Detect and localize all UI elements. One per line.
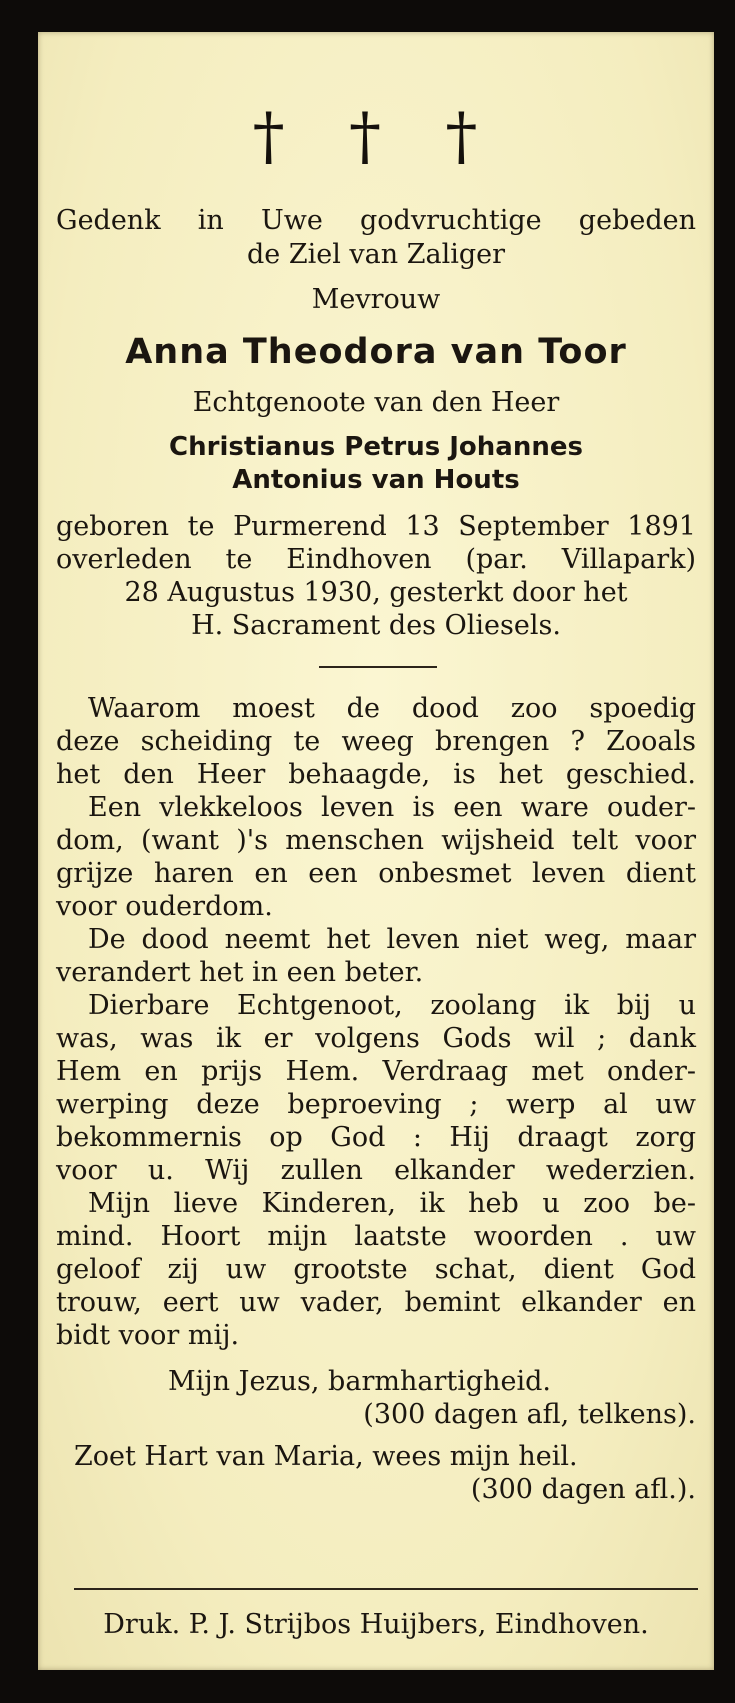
text-line: mind. Hoort mijn laatste woorden . uw: [56, 1221, 696, 1252]
text-line: voor ouderdom.: [56, 891, 273, 922]
text-line: bekommernis op God : Hij draagt zorg: [56, 1122, 696, 1153]
text-line: geloof zij uw grootste schat, dient God: [56, 1254, 696, 1285]
prayer-1: Mijn Jezus, barmhartigheid.: [168, 1366, 551, 1397]
divider-long: [74, 1588, 698, 1590]
bio-line-2: overleden te Eindhoven (par. Villapark): [56, 544, 696, 575]
prayer-2: Zoet Hart van Maria, wees mijn heil.: [74, 1441, 578, 1472]
husband-name-1: Christianus Petrus Johannes: [169, 432, 583, 462]
divider-short: [319, 666, 437, 668]
text-line: deze scheiding te weeg brengen ? Zooals: [56, 726, 696, 757]
header-line-2: de Ziel van Zaliger: [246, 239, 506, 270]
text-line: Hem en prijs Hem. Verdraag met onder-: [56, 1056, 696, 1087]
husband-name-2: Antonius van Houts: [232, 465, 520, 495]
text-line: voor u. Wij zullen elkander wederzien.: [56, 1155, 696, 1186]
printer-line: Druk. P. J. Strijbos Huijbers, Eindhoven.: [103, 1609, 649, 1640]
text-line: De dood neemt het leven niet weg, maar: [88, 924, 696, 955]
bio-line-1: geboren te Purmerend 13 September 1891: [56, 511, 696, 542]
prayer-2-indulgence: (300 dagen afl.).: [470, 1474, 696, 1505]
text-line: dom, (want )'s menschen wijsheid telt voor: [56, 825, 696, 856]
deceased-name: Anna Theodora van Toor: [125, 332, 627, 372]
bio-line-4: H. Sacrament des Oliesels.: [191, 610, 561, 641]
header-line-3: Mevrouw: [311, 284, 441, 315]
bio-line-3: 28 Augustus 1930, gesterkt door het: [124, 577, 628, 608]
text-line: Een vlekkeloos leven is een ware ouder-: [88, 792, 696, 823]
text-line: werping deze beproeving ; werp al uw: [56, 1089, 696, 1120]
text-line: Mijn lieve Kinderen, ik heb u zoo be-: [88, 1188, 696, 1219]
text-line: verandert het in een beter.: [56, 957, 424, 988]
text-line: het den Heer behaagde, is het geschied.: [56, 759, 696, 790]
header-line-1: Gedenk in Uwe godvruchtige gebeden: [56, 205, 696, 236]
prayer-1-indulgence: (300 dagen afl, telkens).: [363, 1399, 696, 1430]
memorial-card: [38, 32, 714, 1670]
text-line: grijze haren en een onbesmet leven dient: [56, 858, 696, 889]
text-line: was, was ik er volgens Gods wil ; dank: [56, 1023, 696, 1054]
text-line: Dierbare Echtgenoot, zoolang ik bij u: [88, 990, 696, 1021]
text-line: trouw, eert uw vader, bemint elkander en: [56, 1287, 696, 1318]
header-line-5: Echtgenoote van den Heer: [192, 387, 560, 418]
text-line: Waarom moest de dood zoo spoedig: [88, 693, 696, 724]
text-line: bidt voor mij.: [56, 1320, 240, 1351]
crosses: † † †: [252, 100, 500, 174]
